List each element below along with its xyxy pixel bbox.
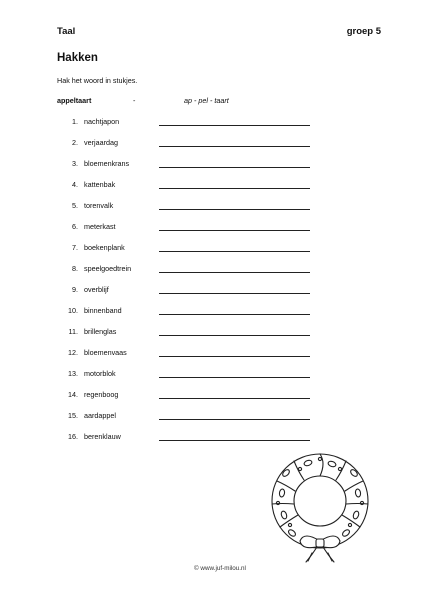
exercise-row	[0, 201, 440, 213]
answer-line[interactable]	[159, 251, 310, 252]
exercise-row	[0, 369, 440, 381]
christmas-wreath-icon	[268, 449, 376, 564]
exercise-number: 11.	[68, 327, 78, 336]
example-dash: -	[133, 96, 136, 105]
answer-line[interactable]	[159, 188, 310, 189]
exercise-word: regenboog	[84, 390, 119, 399]
page-title: Hakken	[57, 52, 98, 64]
exercise-word: motorblok	[84, 369, 116, 378]
exercise-word: overblijf	[84, 285, 109, 294]
exercise-word: verjaardag	[84, 138, 118, 147]
answer-line[interactable]	[159, 167, 310, 168]
exercise-word: binnenband	[84, 306, 122, 315]
answer-line[interactable]	[159, 398, 310, 399]
footer-credit: © www.juf-milou.nl	[194, 565, 246, 572]
exercise-number: 13.	[68, 369, 78, 378]
exercise-row	[0, 243, 440, 255]
exercise-word: bloemenkrans	[84, 159, 130, 168]
answer-line[interactable]	[159, 377, 310, 378]
answer-line[interactable]	[159, 440, 310, 441]
exercise-word: bloemenvaas	[84, 348, 127, 357]
exercise-row	[0, 264, 440, 276]
exercise-number: 7.	[72, 243, 78, 252]
exercise-number: 4.	[72, 180, 78, 189]
worksheet-subject: Taal	[57, 26, 76, 37]
exercise-number: 16.	[68, 432, 78, 441]
exercise-word: aardappel	[84, 411, 116, 420]
exercise-row	[0, 222, 440, 234]
example-answer: ap - pel - taart	[184, 96, 229, 105]
exercise-word: brillenglas	[84, 327, 117, 336]
worksheet-group: groep 5	[346, 26, 381, 37]
exercise-number: 12.	[68, 348, 78, 357]
answer-line[interactable]	[159, 419, 310, 420]
exercise-number: 2.	[72, 138, 78, 147]
exercise-word: nachtjapon	[84, 117, 120, 126]
exercise-number: 15.	[68, 411, 78, 420]
exercise-row	[0, 159, 440, 171]
answer-line[interactable]	[159, 272, 310, 273]
exercise-row	[0, 348, 440, 360]
answer-line[interactable]	[159, 146, 310, 147]
exercise-number: 3.	[72, 159, 78, 168]
exercise-word: kattenbak	[84, 180, 116, 189]
answer-line[interactable]	[159, 335, 310, 336]
answer-line[interactable]	[159, 125, 310, 126]
exercise-word: speelgoedtrein	[84, 264, 132, 273]
wreath-illustration	[268, 449, 376, 564]
answer-line[interactable]	[159, 356, 310, 357]
example-word: appeltaart	[57, 96, 92, 105]
exercise-row	[0, 285, 440, 297]
answer-line[interactable]	[159, 209, 310, 210]
exercise-row	[0, 390, 440, 402]
exercise-number: 14.	[68, 390, 78, 399]
exercise-row	[0, 432, 440, 444]
exercise-row	[0, 117, 440, 129]
answer-line[interactable]	[159, 314, 310, 315]
exercise-word: torenvalk	[84, 201, 114, 210]
exercise-row	[0, 306, 440, 318]
exercise-number: 1.	[72, 117, 78, 126]
exercise-row	[0, 180, 440, 192]
exercise-word: boekenplank	[84, 243, 125, 252]
instruction-text: Hak het woord in stukjes.	[57, 76, 138, 85]
exercise-row	[0, 138, 440, 150]
exercise-number: 9.	[72, 285, 78, 294]
exercise-row	[0, 411, 440, 423]
exercise-number: 8.	[72, 264, 78, 273]
exercise-row	[0, 327, 440, 339]
exercise-word: berenklauw	[84, 432, 121, 441]
exercise-word: meterkast	[84, 222, 116, 231]
exercise-number: 5.	[72, 201, 78, 210]
exercise-number: 10.	[68, 306, 78, 315]
exercise-number: 6.	[72, 222, 78, 231]
answer-line[interactable]	[159, 293, 310, 294]
answer-line[interactable]	[159, 230, 310, 231]
